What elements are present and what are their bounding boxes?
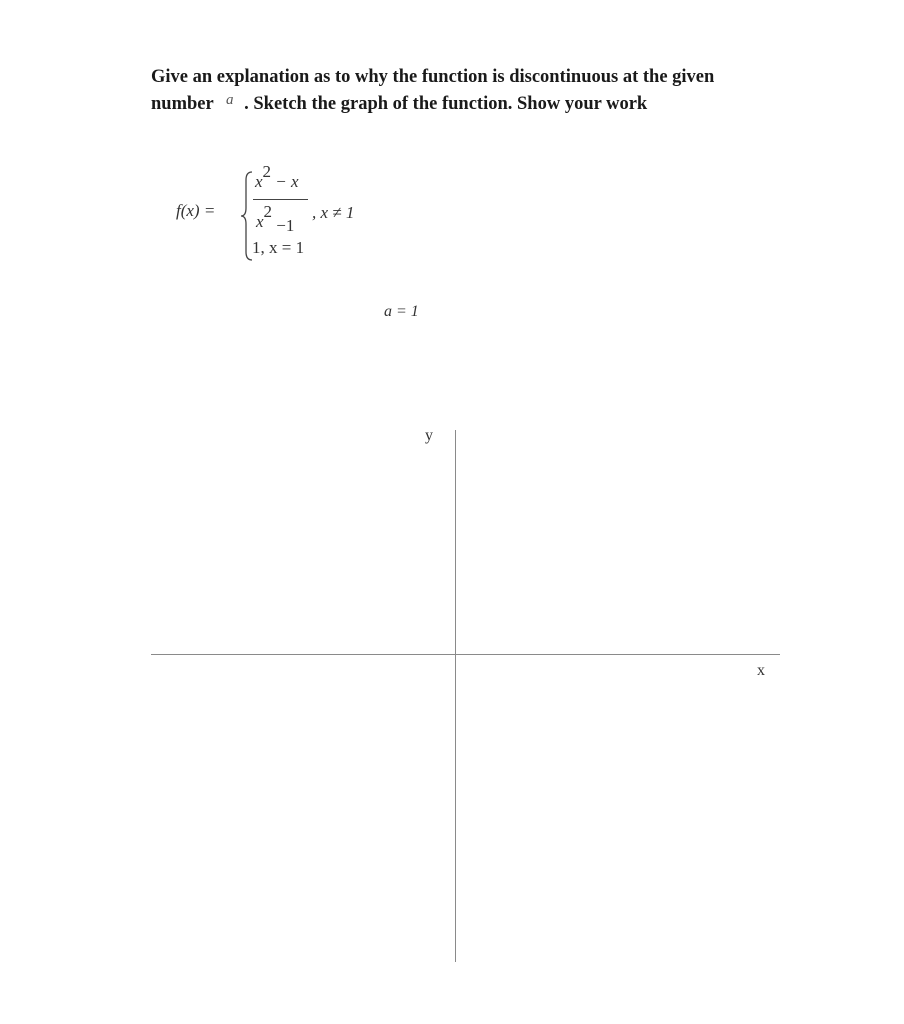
problem-line-2-end: . Sketch the graph of the function. Show your work xyxy=(244,94,648,114)
variable-a: a xyxy=(226,92,234,108)
denominator-rest: −1 xyxy=(272,216,295,235)
numerator-base: x xyxy=(255,172,263,191)
x-axis-line xyxy=(151,654,780,655)
denominator-base: x xyxy=(256,212,264,231)
given-a-value: a = 1 xyxy=(384,303,419,320)
y-axis-label: y xyxy=(425,427,433,444)
fraction-bar xyxy=(253,199,308,200)
problem-line-2-start: number xyxy=(151,94,214,114)
problem-line-2 xyxy=(151,91,791,119)
problem-statement xyxy=(151,64,791,119)
numerator-rest: − x xyxy=(271,172,299,191)
fraction-denominator xyxy=(256,202,295,235)
x-axis-label: x xyxy=(757,662,765,679)
problem-line-1: Give an explanation as to why the function is discontinuous at the given xyxy=(151,67,715,87)
y-axis-line xyxy=(455,430,456,962)
function-lhs: f(x) = xyxy=(176,201,216,220)
case1-condition: , x ≠ 1 xyxy=(312,203,355,222)
case2-definition: 1, x = 1 xyxy=(252,238,305,257)
denominator-exponent: 2 xyxy=(263,202,273,221)
numerator-exponent: 2 xyxy=(262,162,272,181)
fraction-numerator xyxy=(255,162,299,192)
